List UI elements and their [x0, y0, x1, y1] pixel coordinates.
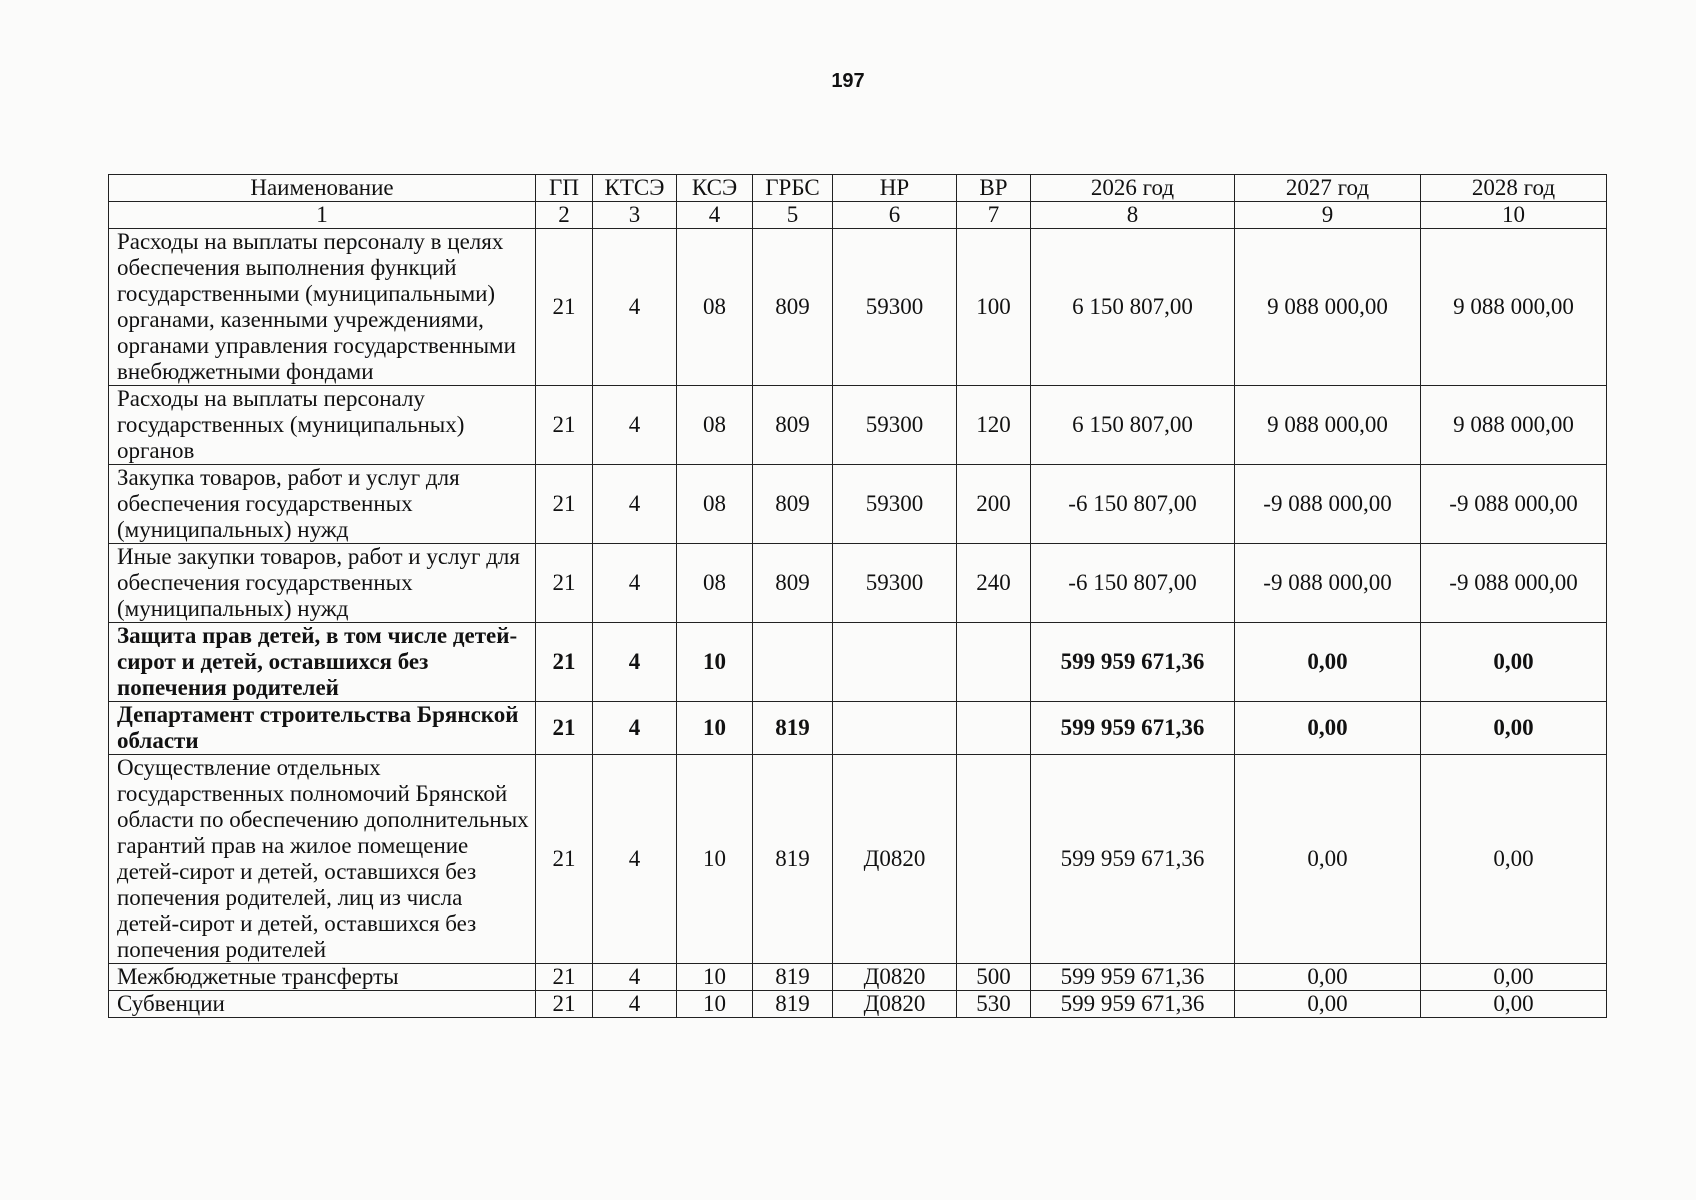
column-number: 10 — [1421, 202, 1607, 229]
cell-kse: 10 — [677, 755, 753, 964]
cell-2027: 9 088 000,00 — [1235, 229, 1421, 386]
cell-2026: 6 150 807,00 — [1031, 386, 1235, 465]
cell-gp: 21 — [536, 544, 593, 623]
cell-nr: Д0820 — [833, 964, 957, 991]
cell-grbs: 819 — [753, 964, 833, 991]
cell-vr: 240 — [957, 544, 1031, 623]
cell-nr: Д0820 — [833, 755, 957, 964]
cell-kse: 08 — [677, 544, 753, 623]
header-kse: КСЭ — [677, 175, 753, 202]
row-name: Департамент строительства Брянской области — [109, 702, 536, 755]
column-number: 6 — [833, 202, 957, 229]
cell-nr: Д0820 — [833, 991, 957, 1018]
header-nr: НР — [833, 175, 957, 202]
cell-2027: 9 088 000,00 — [1235, 386, 1421, 465]
column-number: 1 — [109, 202, 536, 229]
cell-2026: 6 150 807,00 — [1031, 229, 1235, 386]
cell-grbs: 809 — [753, 386, 833, 465]
cell-vr: 120 — [957, 386, 1031, 465]
cell-vr: 100 — [957, 229, 1031, 386]
cell-2026: 599 959 671,36 — [1031, 964, 1235, 991]
cell-grbs: 819 — [753, 702, 833, 755]
table-row — [109, 991, 1607, 1018]
cell-kse: 08 — [677, 229, 753, 386]
header-gp: ГП — [536, 175, 593, 202]
table-row — [109, 544, 1607, 623]
cell-2027: -9 088 000,00 — [1235, 465, 1421, 544]
cell-2028: -9 088 000,00 — [1421, 465, 1607, 544]
cell-2026: -6 150 807,00 — [1031, 544, 1235, 623]
cell-ktse: 4 — [593, 544, 677, 623]
budget-table — [108, 174, 1607, 1018]
cell-2027: -9 088 000,00 — [1235, 544, 1421, 623]
cell-2028: 9 088 000,00 — [1421, 229, 1607, 386]
column-number: 7 — [957, 202, 1031, 229]
cell-grbs: 819 — [753, 991, 833, 1018]
cell-ktse: 4 — [593, 964, 677, 991]
cell-2028: 9 088 000,00 — [1421, 386, 1607, 465]
cell-2026: -6 150 807,00 — [1031, 465, 1235, 544]
header-vr: ВР — [957, 175, 1031, 202]
cell-kse: 10 — [677, 623, 753, 702]
row-name: Закупка товаров, работ и услуг для обеспечения государственных (муниципальных) нужд — [109, 465, 536, 544]
table-row — [109, 755, 1607, 964]
cell-gp: 21 — [536, 964, 593, 991]
cell-2027: 0,00 — [1235, 991, 1421, 1018]
table-row — [109, 702, 1607, 755]
cell-gp: 21 — [536, 755, 593, 964]
cell-grbs: 809 — [753, 465, 833, 544]
table-row — [109, 465, 1607, 544]
row-name: Иные закупки товаров, работ и услуг для обеспечения государственных (муниципальных) нужд — [109, 544, 536, 623]
cell-ktse: 4 — [593, 991, 677, 1018]
cell-nr: 59300 — [833, 544, 957, 623]
cell-kse: 08 — [677, 386, 753, 465]
row-name: Расходы на выплаты персоналу в целях обеспечения выполнения функций государственными (муниципальными) органами, казенными учреждениями, органами управления государственными внебюджетными фондами — [109, 229, 536, 386]
column-number: 5 — [753, 202, 833, 229]
header-2026: 2026 год — [1031, 175, 1235, 202]
column-number: 9 — [1235, 202, 1421, 229]
cell-grbs: 809 — [753, 544, 833, 623]
cell-grbs: 809 — [753, 229, 833, 386]
row-name: Защита прав детей, в том числе детей-сирот и детей, оставшихся без попечения родителей — [109, 623, 536, 702]
cell-gp: 21 — [536, 991, 593, 1018]
cell-ktse: 4 — [593, 229, 677, 386]
cell-vr — [957, 755, 1031, 964]
row-name: Осуществление отдельных государственных полномочий Брянской области по обеспечению дополнительных гарантий прав на жилое помещение детей-сирот и детей, оставшихся без попечения родителей, лиц из числа детей-сирот и детей, оставшихся без попечения родителей — [109, 755, 536, 964]
cell-2027: 0,00 — [1235, 755, 1421, 964]
cell-kse: 10 — [677, 964, 753, 991]
cell-ktse: 4 — [593, 386, 677, 465]
cell-gp: 21 — [536, 623, 593, 702]
cell-nr: 59300 — [833, 229, 957, 386]
table-row — [109, 964, 1607, 991]
cell-2028: 0,00 — [1421, 623, 1607, 702]
cell-2028: 0,00 — [1421, 755, 1607, 964]
cell-2026: 599 959 671,36 — [1031, 702, 1235, 755]
header-2027: 2027 год — [1235, 175, 1421, 202]
column-number: 8 — [1031, 202, 1235, 229]
cell-kse: 08 — [677, 465, 753, 544]
cell-2028: 0,00 — [1421, 991, 1607, 1018]
cell-2027: 0,00 — [1235, 964, 1421, 991]
cell-2027: 0,00 — [1235, 623, 1421, 702]
row-name: Расходы на выплаты персоналу государственных (муниципальных) органов — [109, 386, 536, 465]
column-number: 3 — [593, 202, 677, 229]
table-row — [109, 623, 1607, 702]
cell-gp: 21 — [536, 386, 593, 465]
header-row — [109, 175, 1607, 202]
cell-2028: 0,00 — [1421, 702, 1607, 755]
cell-kse: 10 — [677, 991, 753, 1018]
cell-nr — [833, 623, 957, 702]
header-2028: 2028 год — [1421, 175, 1607, 202]
cell-vr: 530 — [957, 991, 1031, 1018]
cell-2026: 599 959 671,36 — [1031, 755, 1235, 964]
cell-ktse: 4 — [593, 755, 677, 964]
cell-2027: 0,00 — [1235, 702, 1421, 755]
cell-gp: 21 — [536, 702, 593, 755]
column-number: 2 — [536, 202, 593, 229]
cell-2026: 599 959 671,36 — [1031, 623, 1235, 702]
cell-vr — [957, 623, 1031, 702]
table-row — [109, 229, 1607, 386]
header-ktse: КТСЭ — [593, 175, 677, 202]
cell-ktse: 4 — [593, 702, 677, 755]
cell-nr: 59300 — [833, 386, 957, 465]
header-grbs: ГРБС — [753, 175, 833, 202]
cell-ktse: 4 — [593, 465, 677, 544]
page-number: 197 — [831, 70, 865, 92]
cell-grbs: 819 — [753, 755, 833, 964]
cell-vr: 500 — [957, 964, 1031, 991]
row-name: Межбюджетные трансферты — [109, 964, 536, 991]
cell-vr: 200 — [957, 465, 1031, 544]
cell-gp: 21 — [536, 229, 593, 386]
cell-2026: 599 959 671,36 — [1031, 991, 1235, 1018]
cell-grbs — [753, 623, 833, 702]
column-number: 4 — [677, 202, 753, 229]
cell-vr — [957, 702, 1031, 755]
cell-gp: 21 — [536, 465, 593, 544]
cell-nr: 59300 — [833, 465, 957, 544]
cell-ktse: 4 — [593, 623, 677, 702]
cell-2028: 0,00 — [1421, 964, 1607, 991]
cell-kse: 10 — [677, 702, 753, 755]
cell-nr — [833, 702, 957, 755]
row-name: Субвенции — [109, 991, 536, 1018]
table-row — [109, 386, 1607, 465]
cell-2028: -9 088 000,00 — [1421, 544, 1607, 623]
header-name: Наименование — [109, 175, 536, 202]
column-number-row — [109, 202, 1607, 229]
